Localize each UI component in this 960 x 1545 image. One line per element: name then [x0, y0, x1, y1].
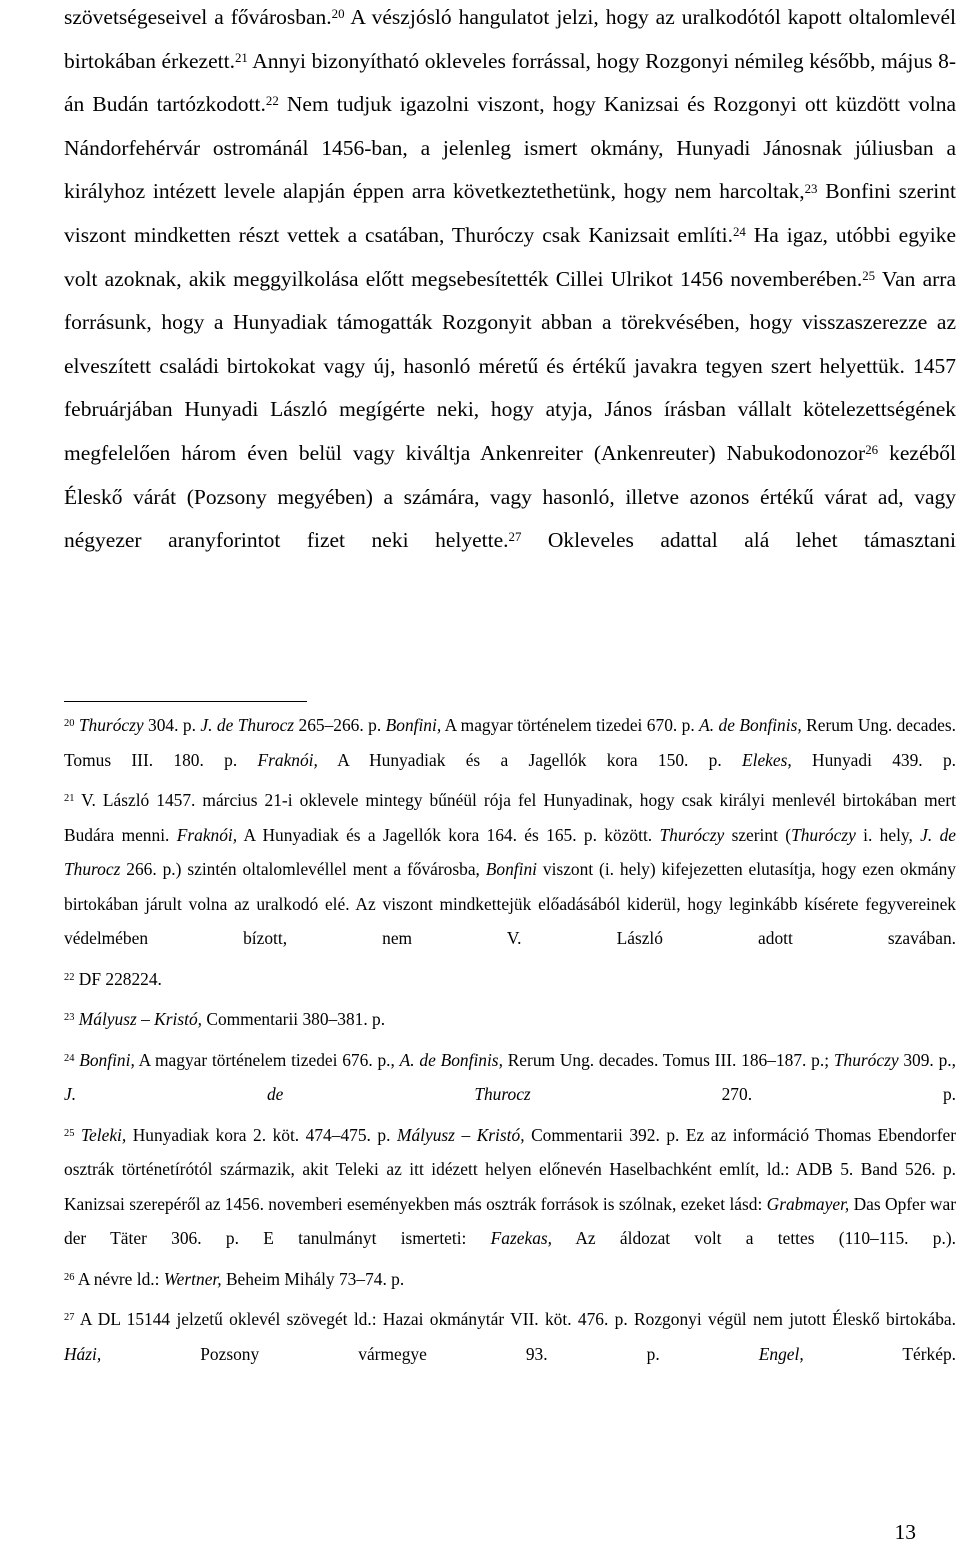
footnote-text: A magyar történelem tizedei 676. p., — [134, 1049, 400, 1070]
body-text-segment: Ha igaz, utóbbi egyike volt azoknak, akik meggyilkolása előtt megsebesítették Cillei Ulrikot 1456 novemberében. — [64, 222, 956, 291]
footnote-text: viszont (i. hely) kifejezetten elutasítja, hogy ezen okmány birtokában járult volna az uralkodó elé. Az viszont mindkettejük előadásából kiderül, hogy leginkább kísérete fegyvereinek védelmében bízott, nem V. László adott szavában. — [64, 859, 957, 948]
footnote-25 — [64, 1118, 956, 1256]
footnote-reference: 26 — [865, 443, 879, 458]
footnote-24 — [64, 1043, 956, 1112]
footnote-separator — [64, 701, 307, 702]
footnote-text: Rerum Ung. decades. Tomus III. 186–187. p.; — [502, 1049, 834, 1070]
footnote-text: Térkép. — [803, 1343, 956, 1364]
footnote-text: DF 228224. — [78, 968, 162, 989]
footnote-text: i. hely, — [855, 824, 921, 845]
footnote-italic-text: J. de Thurocz — [64, 824, 956, 879]
footnote-italic-text: Wertner, — [163, 1268, 222, 1289]
footnote-italic-text: Bonfini — [485, 859, 538, 879]
page-number: 13 — [894, 1520, 916, 1544]
footnote-number: 25 — [64, 1127, 75, 1139]
footnote-italic-text: Engel, — [758, 1343, 804, 1364]
footnote-italic-text: Fazekas, — [490, 1228, 553, 1248]
footnote-27 — [64, 1302, 956, 1371]
body-text-segment: Okleveles adattal alá lehet támasztani — [521, 528, 956, 553]
footnote-text: Beheim Mihály 73–74. p. — [221, 1268, 405, 1289]
footnote-text: V. László 1457. március 21-i oklevele mintegy bűnéül rója fel Hunyadinak, hogy csak királyi menlevél birtokában mert Budára menni. — [64, 790, 956, 845]
footnote-italic-text: Mályusz – Kristó, — [78, 1009, 202, 1029]
footnote-22 — [64, 962, 956, 997]
footnote-text: Hunyadi 439. p. — [791, 749, 956, 770]
footnote-italic-text: Bonfini, — [79, 1049, 135, 1070]
footnote-23 — [64, 1002, 956, 1037]
footnote-italic-text: Elekes, — [742, 749, 792, 770]
footnote-reference: 20 — [331, 7, 345, 22]
footnote-text: Das Opfer war der Täter 306. p. E tanulmányt ismerteti: — [64, 1193, 956, 1248]
footnotes — [64, 708, 956, 1371]
body-text-segment: Van arra forrásunk, hogy a Hunyadiak támogatták Rozgonyit abban a törekvésében, hogy visszaszerezze az elveszített családi birtokokat vagy új, hasonló méretű és értékű javakra tegyen szert helyettük. 1457 februárjában Hunyadi László megígérte neki, hogy atyja, János írásban vállalt kötelezettségének megfelelően három éven belül vagy kiváltja Ankenreiter (Ankenreuter) Nabukodonozor — [64, 266, 956, 465]
footnote-text: 304. p. — [143, 715, 201, 735]
footnote-italic-text: Bonfini, — [385, 715, 442, 735]
body-text-segment: Nem tudjuk igazolni viszont, hogy Kanizsai és Rozgonyi ott küzdött volna Nándorfehérvár ostrománál 1456-ban, a jelenleg ismert okmány, Hunyadi Jánosnak júliusban a királyhoz intézett levele alapján éppen arra következtethetünk, hogy nem harcoltak, — [64, 92, 956, 204]
footnote-italic-text: J. de Thurocz — [200, 715, 295, 735]
footnote-text: 309. p., — [898, 1049, 956, 1070]
footnote-number: 22 — [64, 971, 75, 983]
footnote-text: Commentarii 392. p. Ez az információ Thomas Ebendorfer osztrák történetírótól származik, akit Teleki az itt idézett helyen előnevén Haselbachként említ, ld.: ADB 5. Band 526. p. Kanizsai szerepéről az 1456. novemberi eseményekben más osztrák források is szólnak, ezeket lásd: — [64, 1124, 956, 1214]
footnote-text: A DL 15144 jelzetű oklevél szövegét ld.: Hazai okmánytár VII. köt. 476. p. Rozgonyi végül nem jutott Éleskő birtokába. — [79, 1309, 956, 1329]
footnote-text: A magyar történelem tizedei 670. p. — [441, 715, 700, 735]
footnote-reference: 22 — [265, 94, 279, 109]
footnote-reference: 27 — [508, 530, 522, 545]
footnote-text: Az áldozat volt a tettes (110–115. p.). — [552, 1228, 956, 1248]
footnote-reference: 21 — [234, 50, 248, 65]
footnote-italic-text: Fraknói, — [176, 824, 238, 845]
footnote-italic-text: Grabmayer, — [766, 1193, 850, 1214]
footnote-italic-text: Fraknói, — [257, 749, 318, 770]
footnote-italic-text: A. de Bonfinis, — [699, 715, 802, 735]
footnote-number: 21 — [64, 793, 75, 805]
body-text-segment: Bonfini szerint viszont mindketten részt vettek a csatában, Thuróczy csak Kanizsait említi. — [64, 179, 956, 247]
footnote-21 — [64, 783, 956, 956]
footnote-italic-text: Teleki, — [80, 1124, 127, 1145]
footnote-text: A Hunyadiak és a Jagellók kora 164. és 165. p. között. — [237, 824, 660, 845]
footnote-italic-text: Thuróczy — [791, 824, 856, 845]
footnote-italic-text: Thuróczy — [78, 715, 144, 735]
footnote-text: Hunyadiak kora 2. köt. 474–475. p. — [126, 1124, 397, 1145]
footnote-italic-text: Házi, — [64, 1343, 102, 1364]
footnote-italic-text: Thuróczy — [833, 1049, 899, 1070]
body-text-segment: A vészjósló hangulatot jelzi, hogy az uralkodótól kapott oltalomlevél birtokában érkezett. — [64, 5, 956, 73]
footnote-number: 20 — [64, 718, 75, 730]
footnote-text: Pozsony vármegye 93. p. — [101, 1343, 759, 1364]
footnote-text: Commentarii 380–381. p. — [202, 1009, 386, 1029]
footnote-italic-text: Thuróczy — [659, 824, 725, 845]
body-paragraph — [64, 0, 956, 563]
footnote-text: 265–266. p. — [294, 715, 386, 735]
footnote-reference: 25 — [862, 268, 876, 283]
footnote-reference: 24 — [732, 225, 746, 240]
footnote-italic-text: Mályusz – Kristó, — [396, 1124, 525, 1145]
footnote-text: 266. p.) szintén oltalomlevéllel ment a fővárosba, — [120, 859, 486, 879]
footnote-italic-text: J. de Thurocz — [64, 1084, 531, 1104]
body-text-segment: kezéből Éleskő várát (Pozsony megyében) a számára, vagy hasonló, illetve azonos értékű várat ad, vagy négyezer aranyforintot fizet neki helyette. — [64, 440, 956, 553]
footnote-text: szerint ( — [724, 824, 792, 845]
footnote-text: 270. p. — [530, 1084, 956, 1104]
footnote-number: 27 — [64, 1312, 75, 1324]
footnote-text: A névre ld.: — [77, 1268, 164, 1289]
footnote-text: A Hunyadiak és a Jagellók kora 150. p. — [317, 749, 742, 770]
body-text-segment: Annyi bizonyítható okleveles forrással, hogy Rozgonyi némileg később, május 8-án Budán tartózkodott. — [64, 48, 956, 117]
footnote-reference: 23 — [804, 181, 818, 196]
footnote-number: 24 — [64, 1052, 75, 1064]
body-text-segment: szövetségeseivel a fővárosban. — [64, 5, 332, 29]
footnote-number: 23 — [64, 1012, 75, 1024]
footnote-italic-text: A. de Bonfinis, — [399, 1049, 503, 1070]
footnote-20 — [64, 708, 956, 777]
footnote-number: 26 — [64, 1271, 75, 1283]
footnote-text: Rerum Ung. decades. Tomus III. 180. p. — [64, 715, 956, 770]
footnote-26 — [64, 1262, 956, 1297]
